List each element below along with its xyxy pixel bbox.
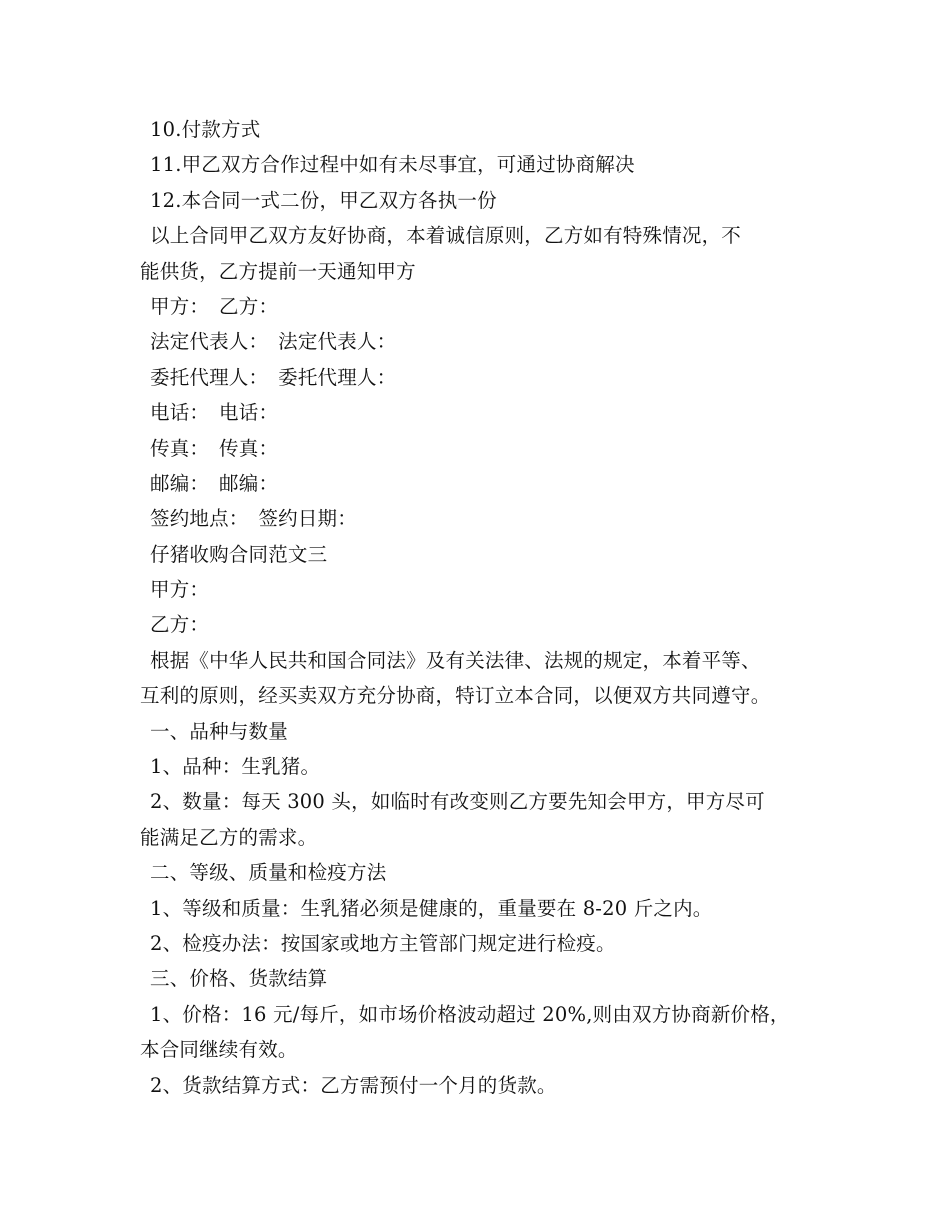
item-price-line-1: 1、价格：16 元/每斤，如市场价格波动超过 20%,则由双方协商新价格， <box>150 1002 790 1026</box>
item-payment-method: 2、货款结算方式：乙方需预付一个月的货款。 <box>150 1073 557 1097</box>
clause-11: 11.甲乙双方合作过程中如有未尽事宜，可通过协商解决 <box>150 153 635 177</box>
closing-paragraph-line-2: 能供货，乙方提前一天通知甲方 <box>140 259 416 283</box>
item-quantity-line-1: 2、数量：每天 300 头，如临时有改变则乙方要先知会甲方，甲方尽可 <box>150 790 765 814</box>
preamble-line-2: 互利的原则，经买卖双方充分协商，特订立本合同，以便双方共同遵守。 <box>140 684 771 708</box>
signature-party-row: 甲方： 乙方： <box>150 294 279 318</box>
preamble-line-1: 根据《中华人民共和国合同法》及有关法律、法规的规定，本着平等、 <box>150 648 761 672</box>
item-price-line-2: 本合同继续有效。 <box>140 1038 298 1062</box>
party-b-label: 乙方： <box>150 613 210 637</box>
heading-grade-quality: 二、等级、质量和检疫方法 <box>150 861 387 885</box>
signature-phone-row: 电话： 电话： <box>150 401 279 425</box>
item-quarantine: 2、检疫办法：按国家或地方主管部门规定进行检疫。 <box>150 931 616 955</box>
item-quantity-line-2: 能满足乙方的需求。 <box>140 825 318 849</box>
signature-agent-row: 委托代理人： 委托代理人： <box>150 365 397 389</box>
heading-variety-quantity: 一、品种与数量 <box>150 719 288 743</box>
party-a-label: 甲方： <box>150 578 210 602</box>
signature-place-date-row: 签约地点： 签约日期： <box>150 507 357 531</box>
item-variety: 1、品种：生乳猪。 <box>150 755 321 779</box>
clause-12: 12.本合同一式二份，甲乙双方各执一份 <box>150 188 497 212</box>
clause-10: 10.付款方式 <box>150 118 261 141</box>
signature-postcode-row: 邮编： 邮编： <box>150 471 279 495</box>
section-title-template-3: 仔猪收购合同范文三 <box>150 542 328 566</box>
signature-fax-row: 传真： 传真： <box>150 436 279 460</box>
signature-legal-rep-row: 法定代表人： 法定代表人： <box>150 330 397 354</box>
heading-price-payment: 三、价格、货款结算 <box>150 967 328 991</box>
document-body <box>140 112 830 1103</box>
item-grade: 1、等级和质量：生乳猪必须是健康的，重量要在 8-20 斤之内。 <box>150 896 713 920</box>
closing-paragraph-line-1: 以上合同甲乙双方友好协商，本着诚信原则，乙方如有特殊情况，不 <box>150 224 742 248</box>
